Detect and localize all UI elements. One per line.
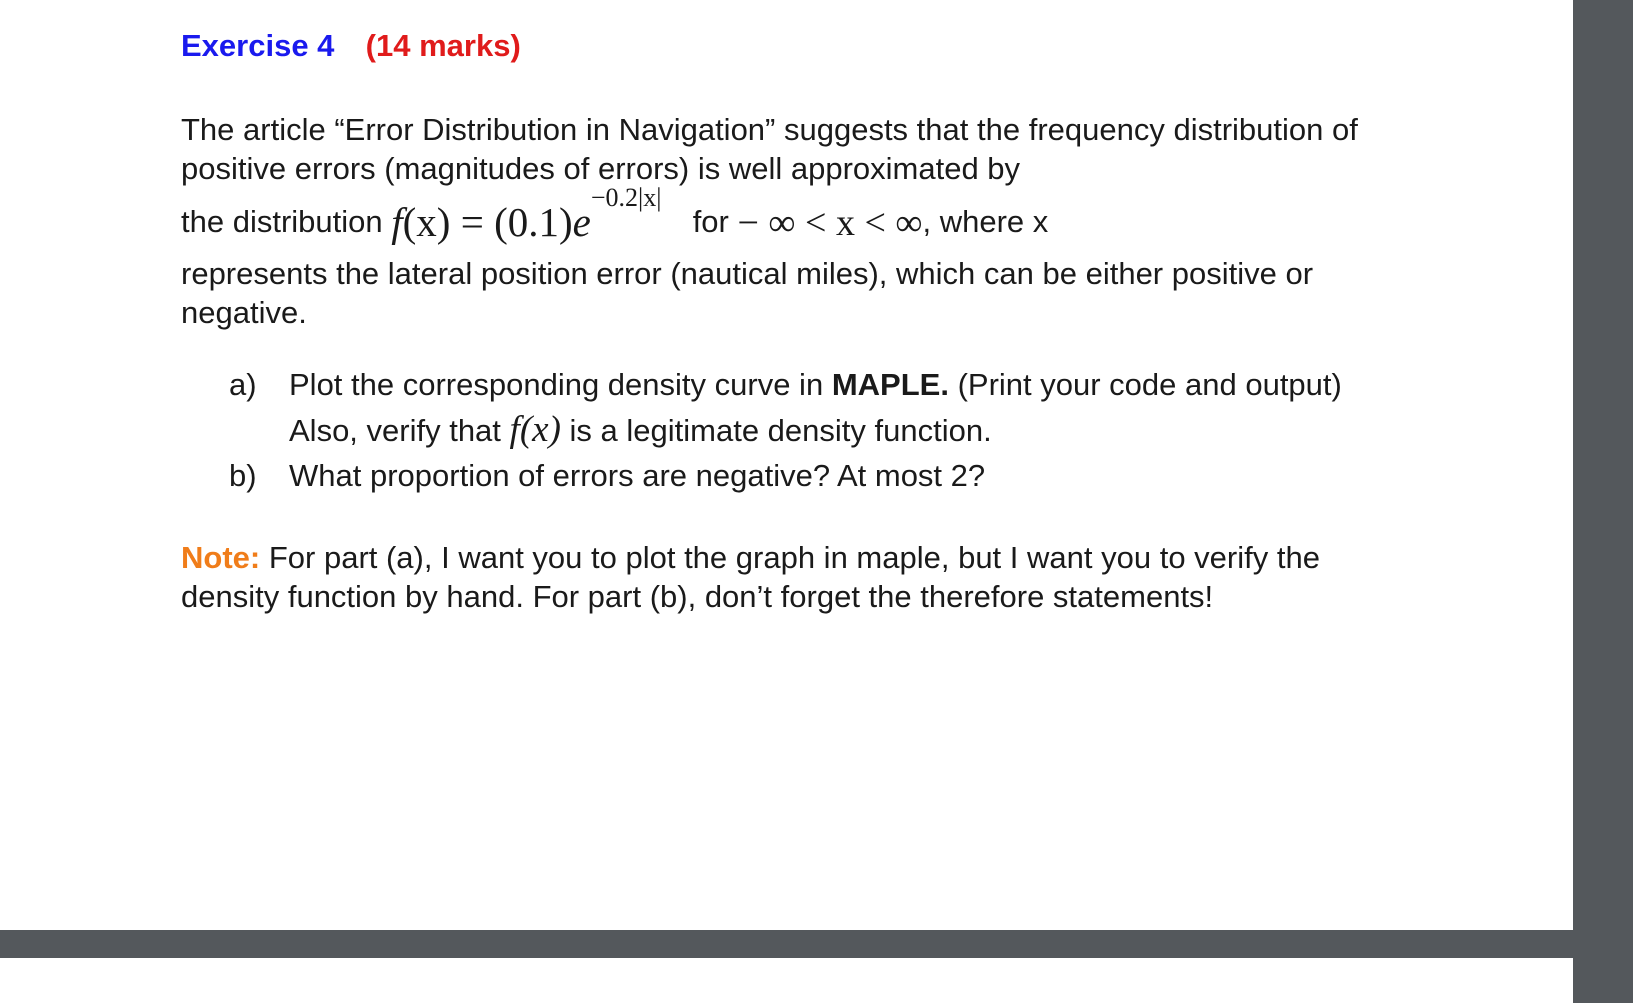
exercise-marks: (14 marks) [365, 28, 521, 63]
intro-paragraph [181, 110, 1361, 188]
the-distribution-text: the distribution [181, 204, 383, 239]
part-a-label: a) [229, 367, 257, 402]
exercise-content [181, 28, 1361, 616]
formula-line [181, 183, 1361, 254]
density-formula: f(x) = (0.1)e [391, 199, 591, 245]
domain-range: − ∞ < x < ∞ [737, 202, 923, 244]
part-b-label: b) [229, 458, 257, 493]
note-text: For part (a), I want you to plot the graph in maple, but I want you to verify the density function by hand. For part (b), don’t forget the therefore statements! [181, 540, 1320, 614]
formula-exponent: −0.2|x| [590, 183, 662, 212]
fx-inline-formula: f(x) [509, 409, 561, 450]
for-text: for [692, 204, 729, 239]
next-page-edge [0, 958, 1573, 1003]
intro-line-1: The article “Error Distribution in Navigation” suggests that the frequency distribution of positive errors (magnitudes of errors) is well approximated by [181, 112, 1358, 186]
part-b: b) What proportion of errors are negative? At most 2? [229, 453, 1361, 498]
exercise-title: Exercise 4 [181, 28, 335, 63]
part-a: a) Plot the corresponding density curve in MAPLE. (Print your code and output) Also, verify that f(x) is a legitimate density function. [229, 362, 1361, 453]
note-label: Note: [181, 540, 261, 575]
parts-list [229, 362, 1361, 498]
where-text: , where x [922, 204, 1049, 239]
note-paragraph [181, 538, 1361, 616]
exercise-heading [181, 28, 1361, 64]
intro-line-3: represents the lateral position error (nautical miles), which can be either positive or negative. [181, 256, 1314, 330]
maple-bold: MAPLE. [831, 367, 949, 402]
